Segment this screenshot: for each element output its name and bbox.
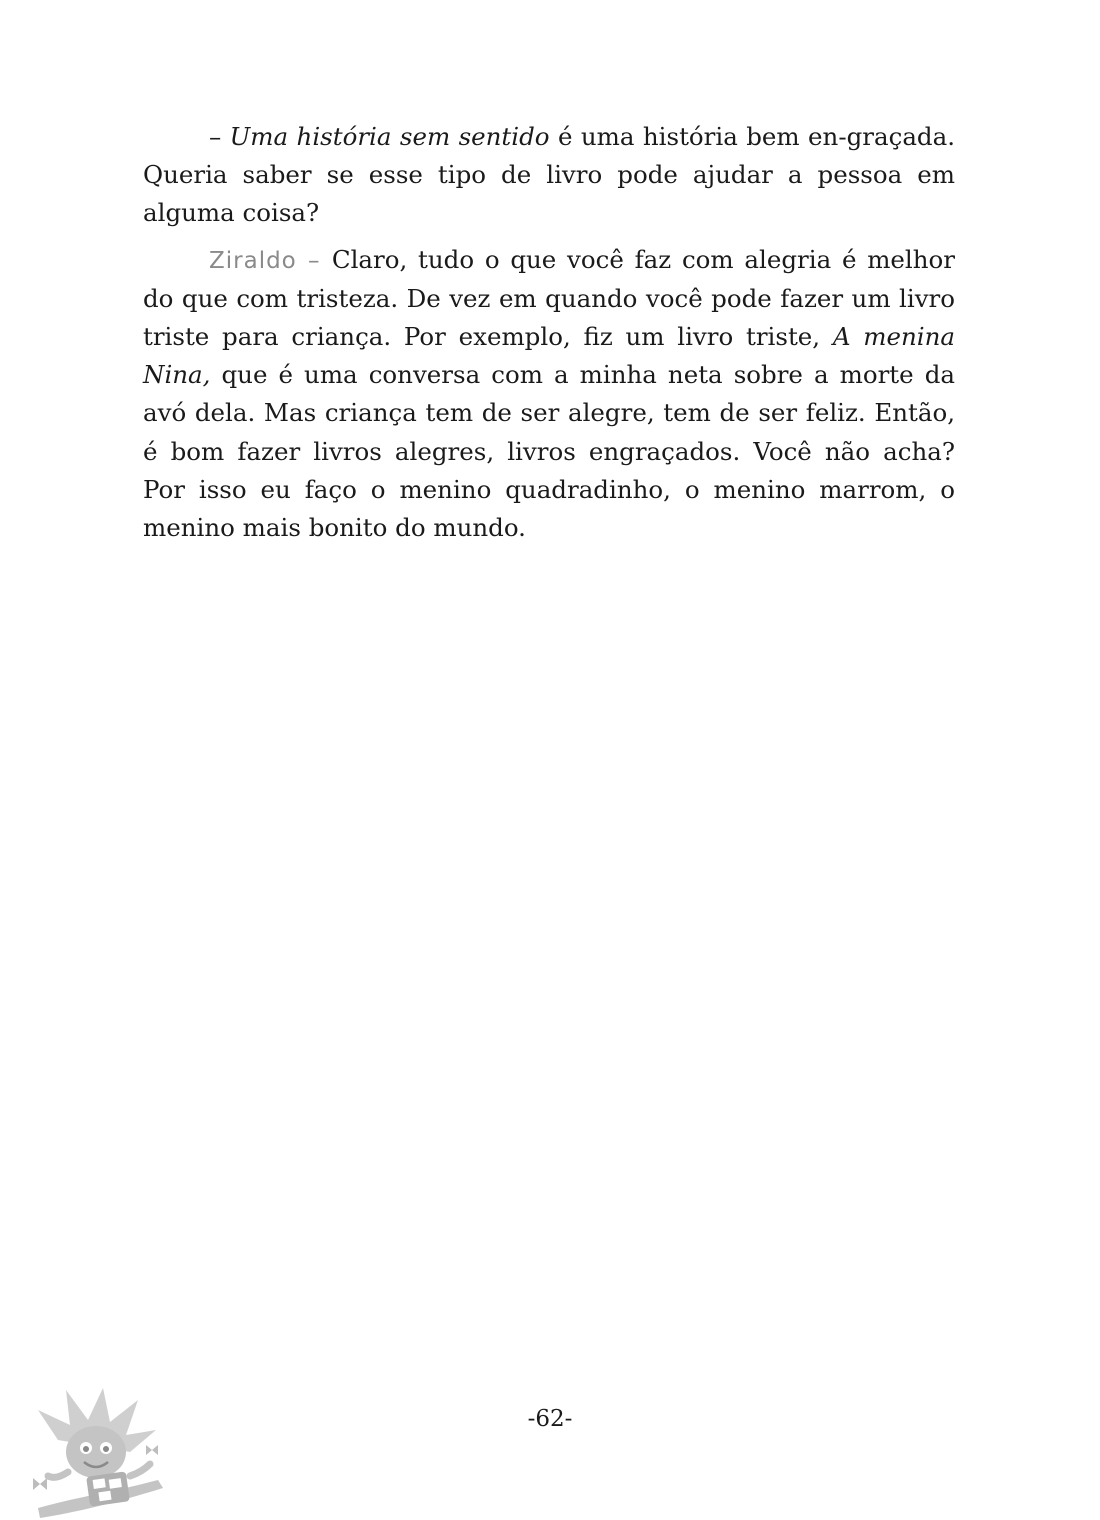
speaker-name: Ziraldo xyxy=(209,247,297,274)
book-title-italic: Uma história sem sentido xyxy=(229,122,550,151)
paragraph-text-part-1: Claro, tudo o que você faz com alegria é melhor do que com tristeza. De vez em quando você pode fazer um livro triste para criança. Por exemplo, fiz um livro triste, xyxy=(143,244,956,352)
text-block xyxy=(143,118,955,555)
paragraph-text-part-2: que é uma conversa com a minha neta sobre a morte da avó dela. Mas criança tem de ser alegre, tem de ser feliz. Então, é bom fazer livros alegres, livros engraçados. Você não acha? Por isso eu faço o menino quadradinho, o menino marrom, o menino mais bonito do mundo. xyxy=(143,360,955,543)
page-number: -62- xyxy=(527,1406,573,1432)
paragraph-question xyxy=(143,118,955,233)
paragraph-answer xyxy=(143,241,955,548)
paragraph-text: é uma história bem en-graçada. Queria saber se esse tipo de livro pode ajudar a pessoa em alguma coisa? xyxy=(143,122,955,228)
paragraph-dash: – xyxy=(209,122,230,151)
book-title-italic: A menina Nina, xyxy=(143,322,956,390)
ziraldo-character-icon xyxy=(18,1380,168,1520)
speaker-separator: – xyxy=(296,247,332,274)
